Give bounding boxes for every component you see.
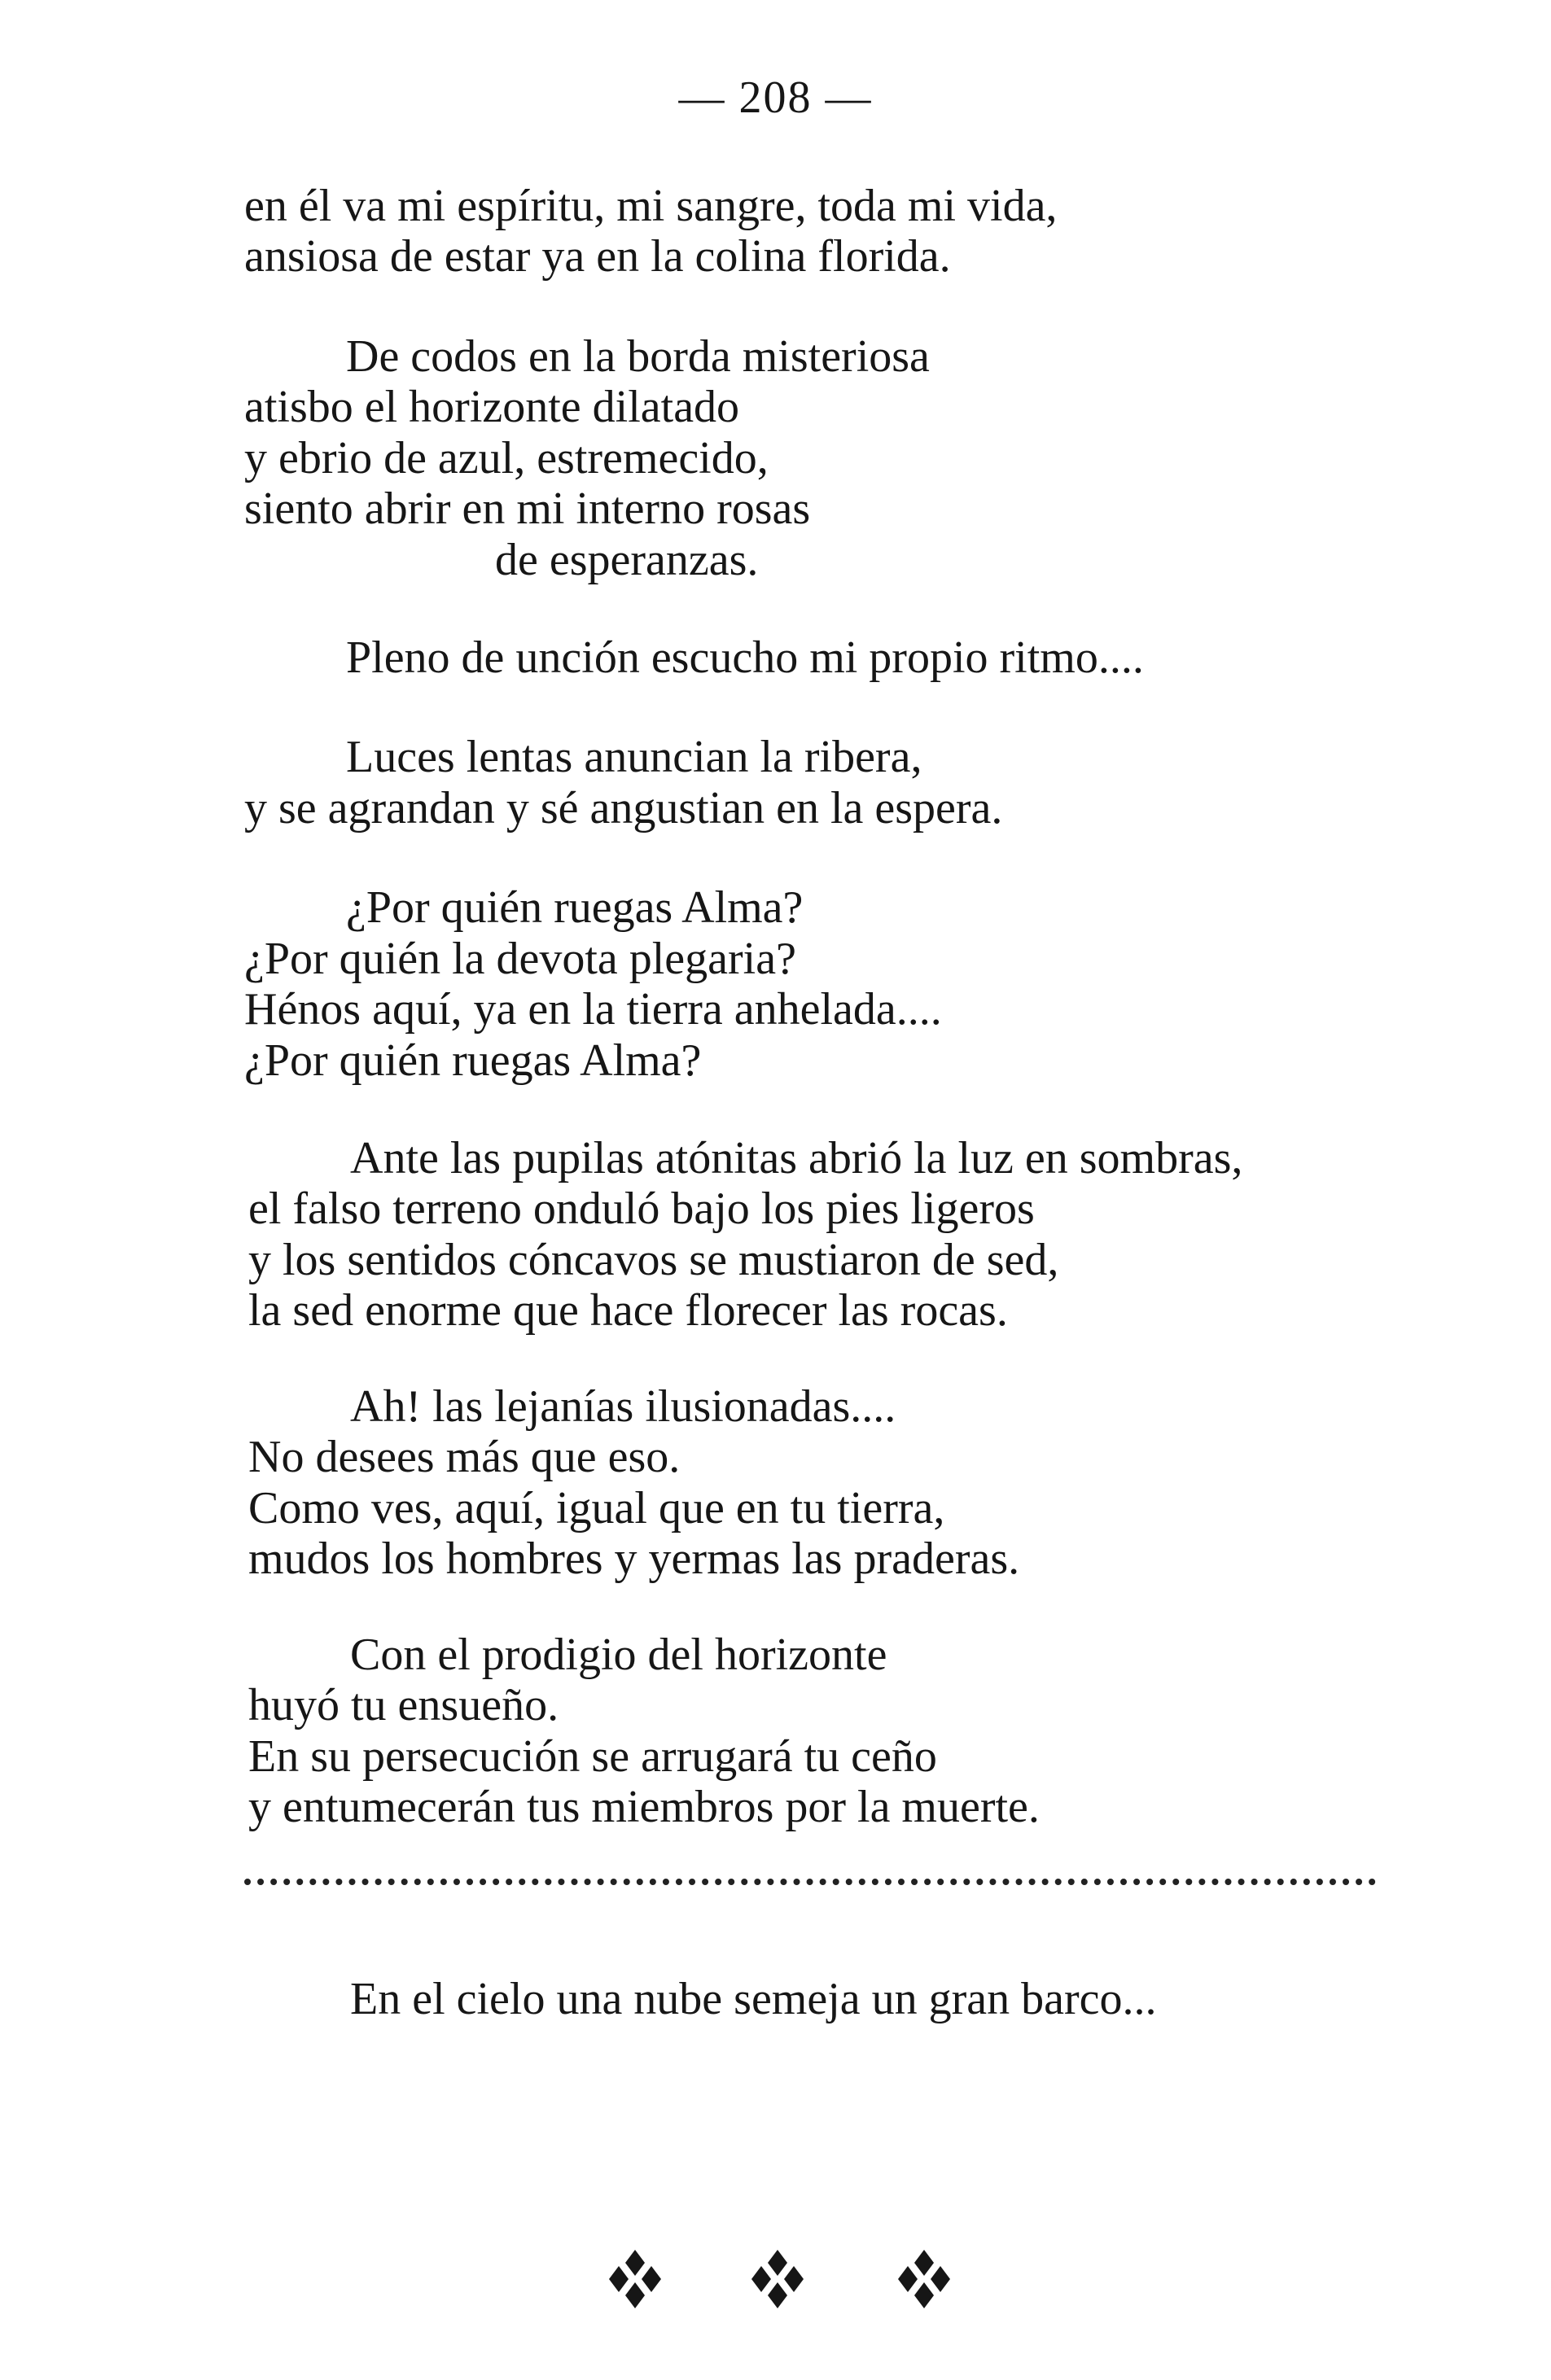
four-diamond-fleuron-icon [602, 2247, 668, 2312]
verse-line: Como ves, aquí, igual que en tu tierra, [248, 1483, 945, 1533]
verse-line: y entumecerán tus miembros por la muerte. [248, 1782, 1040, 1832]
verse-line: ¿Por quién la devota plegaria? [244, 934, 796, 984]
verse-line: mudos los hombres y yermas las praderas. [248, 1533, 1020, 1584]
four-diamond-fleuron-icon [745, 2247, 810, 2312]
verse-line: y los sentidos cóncavos se mustiaron de sed, [248, 1235, 1059, 1285]
page-number: — 208 — [678, 72, 873, 123]
verse-line: en él va mi espíritu, mi sangre, toda mi vida, [244, 181, 1058, 231]
verse-line: ¿Por quién ruegas Alma? [346, 882, 804, 933]
verse-line: ansiosa de estar ya en la colina florida. [244, 231, 951, 282]
verse-line: Hénos aquí, ya en la tierra anhelada.... [244, 984, 942, 1035]
verse-line: Con el prodigio del horizonte [350, 1630, 887, 1680]
verse-line: Pleno de unción escucho mi propio ritmo.... [346, 632, 1144, 683]
verse-line: siento abrir en mi interno rosas [244, 483, 811, 534]
verse-line: el falso terreno onduló bajo los pies ligeros [248, 1183, 1035, 1234]
four-diamond-fleuron-icon [892, 2247, 957, 2312]
verse-line: En su persecución se arrugará tu ceño [248, 1731, 937, 1782]
verse-line: No desees más que eso. [248, 1432, 681, 1482]
verse-line: la sed enorme que hace florecer las rocas. [248, 1285, 1008, 1336]
verse-line: Ante las pupilas atónitas abrió la luz en sombras, [350, 1133, 1243, 1183]
verse-line: y ebrio de azul, estremecido, [244, 433, 769, 483]
verse-line: Luces lentas anuncian la ribera, [346, 732, 922, 782]
verse-line: ¿Por quién ruegas Alma? [244, 1035, 702, 1086]
verse-line: Ah! las lejanías ilusionadas.... [350, 1381, 896, 1432]
verse-line: De codos en la borda misteriosa [346, 331, 930, 382]
verse-line: y se agrandan y sé angustian en la espera. [244, 783, 1003, 833]
verse-line: huyó tu ensueño. [248, 1680, 559, 1730]
dotted-separator [244, 1874, 1376, 1885]
verse-line: En el cielo una nube semeja un gran barco... [350, 1974, 1157, 2024]
verse-line: de esperanzas. [495, 535, 759, 585]
verse-line: atisbo el horizonte dilatado [244, 382, 740, 432]
